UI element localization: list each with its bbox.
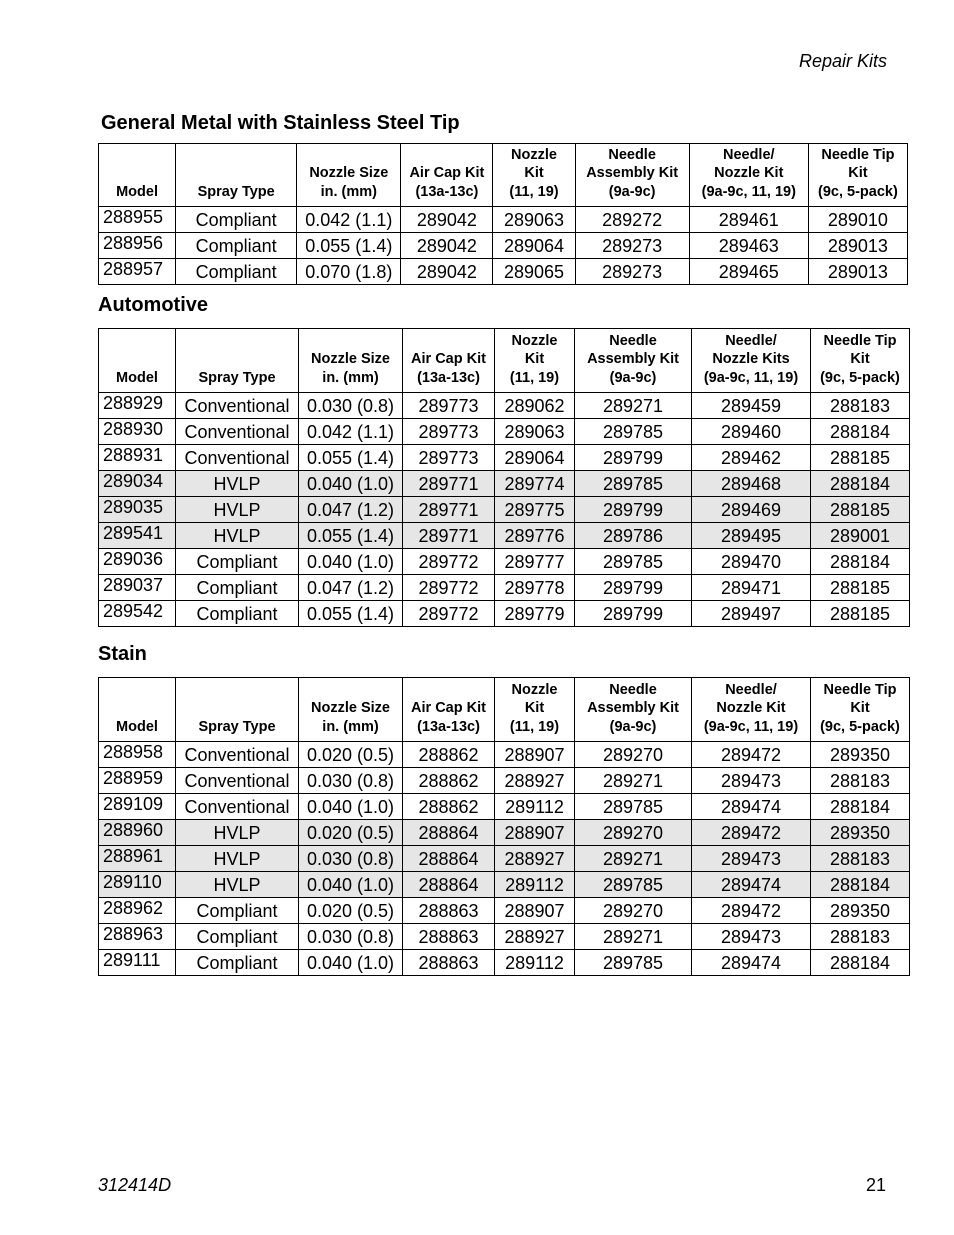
model-cell: 288930: [99, 419, 176, 445]
needle-assembly-kit-cell: 289270: [575, 742, 692, 768]
spray-type-cell: Compliant: [176, 924, 299, 950]
header-line: Needle Tip: [823, 332, 897, 349]
header-line: Spray Type: [198, 718, 276, 735]
spray-type-cell: Conventional: [176, 742, 299, 768]
header-line: Needle/: [722, 146, 775, 163]
header-line: (9c, 5-pack): [820, 718, 900, 735]
needle-tip-kit-cell: 289013: [808, 259, 907, 285]
table-row: [99, 575, 910, 601]
nozzle-size-cell: 0.042 (1.1): [297, 207, 401, 233]
air-cap-kit-cell: 288862: [403, 768, 495, 794]
spray-type-cell: HVLP: [176, 872, 299, 898]
spray-type-cell: Compliant: [176, 207, 297, 233]
air-cap-kit-cell: 288862: [403, 794, 495, 820]
air-cap-kit-cell: 289771: [403, 523, 495, 549]
air-cap-kit-cell: 288864: [403, 846, 495, 872]
needle-nozzle-kit-cell: 289474: [692, 950, 811, 976]
spray-type-cell: HVLP: [176, 523, 299, 549]
nozzle-size-cell: 0.020 (0.5): [299, 898, 403, 924]
nozzle-size-cell: 0.040 (1.0): [299, 950, 403, 976]
spray-type-cell: Compliant: [176, 950, 299, 976]
air-cap-kit-cell: 289772: [403, 575, 495, 601]
needle-tip-kit-cell: 288183: [811, 924, 910, 950]
nozzle-kit-cell: 289062: [495, 393, 575, 419]
table-row: [99, 471, 910, 497]
header-line: Kit: [848, 165, 868, 181]
needle-tip-kit-cell: 288185: [811, 445, 910, 471]
header-line: (9c, 5-pack): [818, 183, 898, 200]
header-line: (9a-9c): [608, 183, 656, 200]
needle-assembly-kit-header: [575, 678, 692, 742]
air-cap-kit-cell: 289771: [403, 471, 495, 497]
needle-tip-kit-cell: 288184: [811, 794, 910, 820]
table-row: [99, 445, 910, 471]
general-metal-table: [98, 143, 908, 285]
table-row: [99, 549, 910, 575]
spray-type-cell: Conventional: [176, 419, 299, 445]
section-title-automotive: Automotive: [98, 294, 208, 316]
model-cell: 288956: [99, 233, 176, 259]
spray-type-cell: Conventional: [176, 794, 299, 820]
air-cap-kit-cell: 288863: [403, 898, 495, 924]
header-line: Assembly Kit: [587, 700, 679, 716]
nozzle-kit-cell: 288907: [495, 898, 575, 924]
nozzle-kit-cell: 289112: [495, 872, 575, 898]
spray-type-cell: HVLP: [176, 471, 299, 497]
needle-tip-kit-cell: 288184: [811, 471, 910, 497]
spray-type-cell: Compliant: [176, 898, 299, 924]
header-line: Needle Tip: [821, 146, 895, 163]
nozzle-size-cell: 0.047 (1.2): [299, 575, 403, 601]
nozzle-size-cell: 0.030 (0.8): [299, 846, 403, 872]
nozzle-kit-cell: 288927: [495, 924, 575, 950]
needle-tip-kit-cell: 288185: [811, 601, 910, 627]
nozzle-kit-cell: 289775: [495, 497, 575, 523]
model-cell: 288960: [99, 820, 176, 846]
nozzle-kit-header: [495, 329, 575, 393]
table-row: [99, 820, 910, 846]
header-line: Nozzle Size: [309, 165, 389, 181]
nozzle-size-cell: 0.020 (0.5): [299, 742, 403, 768]
air-cap-kit-cell: 288863: [403, 924, 495, 950]
nozzle-size-cell: 0.030 (0.8): [299, 924, 403, 950]
needle-assembly-kit-cell: 289270: [575, 898, 692, 924]
air-cap-kit-cell: 288862: [403, 742, 495, 768]
air-cap-kit-header: [401, 144, 493, 207]
table-row: [99, 497, 910, 523]
header-line: (13a-13c): [417, 718, 480, 735]
air-cap-kit-cell: 289773: [403, 393, 495, 419]
needle-assembly-kit-cell: 289785: [575, 549, 692, 575]
air-cap-kit-header: [403, 329, 495, 393]
table-row: [99, 419, 910, 445]
needle-nozzle-kit-cell: 289473: [692, 924, 811, 950]
needle-nozzle-kit-cell: 289474: [692, 794, 811, 820]
needle-assembly-kit-cell: 289272: [575, 207, 689, 233]
table-row: [99, 950, 910, 976]
header-line: (11, 19): [509, 369, 560, 386]
needle-assembly-kit-cell: 289799: [575, 575, 692, 601]
nozzle-kit-cell: 289064: [493, 233, 575, 259]
needle-nozzle-kit-cell: 289462: [692, 445, 811, 471]
header-line: Model: [116, 718, 158, 735]
model-cell: 289110: [99, 872, 176, 898]
header-line: Needle Tip: [823, 681, 897, 698]
header-line: Model: [116, 369, 158, 386]
header-line: Nozzle: [511, 332, 558, 349]
needle-assembly-kit-cell: 289271: [575, 924, 692, 950]
header-line: Air Cap Kit: [411, 351, 486, 367]
needle-nozzle-kit-header: [689, 144, 808, 207]
nozzle-size-cell: 0.030 (0.8): [299, 393, 403, 419]
table-row: [99, 846, 910, 872]
model-cell: 288957: [99, 259, 176, 285]
needle-tip-kit-cell: 289010: [808, 207, 907, 233]
nozzle-size-cell: 0.040 (1.0): [299, 872, 403, 898]
spray-type-header: [176, 329, 299, 393]
needle-tip-kit-header: [808, 144, 907, 207]
needle-assembly-kit-cell: 289785: [575, 471, 692, 497]
air-cap-kit-cell: 289772: [403, 549, 495, 575]
nozzle-size-header: [297, 144, 401, 207]
needle-nozzle-kit-cell: 289465: [689, 259, 808, 285]
header-line: (13a-13c): [415, 183, 479, 200]
needle-nozzle-kit-cell: 289497: [692, 601, 811, 627]
section-title-stain: Stain: [98, 643, 147, 665]
spray-type-header: [176, 678, 299, 742]
needle-tip-kit-cell: 288183: [811, 768, 910, 794]
header-line: Air Cap Kit: [409, 165, 485, 181]
nozzle-kit-cell: 288907: [495, 820, 575, 846]
air-cap-kit-cell: 289042: [401, 259, 493, 285]
document-number: 312414D: [98, 1175, 172, 1195]
needle-tip-kit-cell: 288184: [811, 419, 910, 445]
needle-nozzle-kit-cell: 289474: [692, 872, 811, 898]
nozzle-kit-cell: 289778: [495, 575, 575, 601]
model-cell: 289541: [99, 523, 176, 549]
nozzle-kit-cell: 289112: [495, 950, 575, 976]
header-line: Spray Type: [198, 369, 276, 386]
model-cell: 288931: [99, 445, 176, 471]
model-cell: 288955: [99, 207, 176, 233]
header-row: [99, 144, 908, 207]
spray-type-cell: Compliant: [176, 259, 297, 285]
header-line: Assembly Kit: [586, 165, 679, 181]
header-line: (9a-9c, 11, 19): [703, 369, 799, 386]
model-cell: 289542: [99, 601, 176, 627]
spray-type-cell: Conventional: [176, 445, 299, 471]
nozzle-kit-cell: 289774: [495, 471, 575, 497]
header-line: Nozzle Size: [311, 351, 390, 367]
nozzle-kit-cell: 289065: [493, 259, 575, 285]
stain-table: [98, 677, 910, 976]
nozzle-size-cell: 0.040 (1.0): [299, 794, 403, 820]
spray-type-cell: Compliant: [176, 601, 299, 627]
header-line: (9a-9c): [609, 369, 657, 386]
needle-nozzle-kit-cell: 289472: [692, 820, 811, 846]
nozzle-kit-cell: 288907: [495, 742, 575, 768]
table-row: [99, 523, 910, 549]
header-line: (9a-9c, 11, 19): [703, 718, 799, 735]
header-line: Needle: [609, 332, 657, 349]
model-cell: 288961: [99, 846, 176, 872]
header-line: Assembly Kit: [587, 351, 679, 367]
nozzle-kit-cell: 289063: [495, 419, 575, 445]
needle-assembly-kit-cell: 289785: [575, 794, 692, 820]
needle-assembly-kit-cell: 289786: [575, 523, 692, 549]
spray-type-cell: Conventional: [176, 768, 299, 794]
needle-nozzle-kit-header: [692, 678, 811, 742]
needle-nozzle-kit-cell: 289472: [692, 742, 811, 768]
nozzle-size-cell: 0.047 (1.2): [299, 497, 403, 523]
header-line: Nozzle Size: [311, 700, 390, 716]
needle-tip-kit-cell: 288183: [811, 393, 910, 419]
model-cell: 289111: [99, 950, 176, 976]
needle-tip-kit-cell: 289013: [808, 233, 907, 259]
needle-assembly-kit-cell: 289799: [575, 497, 692, 523]
header-row: [99, 678, 910, 742]
header-line: Nozzle: [511, 681, 558, 698]
needle-assembly-kit-cell: 289271: [575, 768, 692, 794]
needle-nozzle-kit-cell: 289459: [692, 393, 811, 419]
header-line: Nozzle Kit: [716, 700, 786, 716]
needle-tip-kit-cell: 289350: [811, 820, 910, 846]
needle-nozzle-kit-cell: 289461: [689, 207, 808, 233]
header-line: in. (mm): [320, 183, 377, 200]
needle-nozzle-kit-cell: 289470: [692, 549, 811, 575]
header-line: Kit: [524, 165, 544, 181]
needle-nozzle-kit-cell: 289473: [692, 768, 811, 794]
model-cell: 288958: [99, 742, 176, 768]
nozzle-size-cell: 0.055 (1.4): [297, 233, 401, 259]
model-cell: 289037: [99, 575, 176, 601]
header-line: (11, 19): [509, 183, 559, 200]
needle-tip-kit-cell: 289350: [811, 898, 910, 924]
nozzle-size-cell: 0.055 (1.4): [299, 445, 403, 471]
spray-type-header: [176, 144, 297, 207]
needle-tip-kit-cell: 288185: [811, 575, 910, 601]
needle-tip-kit-cell: 289001: [811, 523, 910, 549]
needle-nozzle-kit-cell: 289473: [692, 846, 811, 872]
header-line: (9a-9c, 11, 19): [701, 183, 796, 200]
spray-type-cell: Conventional: [176, 393, 299, 419]
needle-tip-kit-header: [811, 678, 910, 742]
header-line: in. (mm): [322, 718, 379, 735]
air-cap-kit-cell: 289773: [403, 419, 495, 445]
nozzle-size-cell: 0.070 (1.8): [297, 259, 401, 285]
nozzle-kit-header: [495, 678, 575, 742]
air-cap-kit-cell: 288864: [403, 872, 495, 898]
needle-assembly-kit-cell: 289273: [575, 259, 689, 285]
header-line: Model: [116, 183, 158, 200]
running-head: Repair Kits: [798, 51, 887, 71]
needle-nozzle-kit-cell: 289471: [692, 575, 811, 601]
nozzle-size-cell: 0.040 (1.0): [299, 549, 403, 575]
spray-type-cell: Compliant: [176, 233, 297, 259]
table-row: [99, 393, 910, 419]
header-line: Nozzle Kit: [714, 165, 784, 181]
header-line: Needle: [608, 146, 656, 163]
needle-tip-kit-cell: 288184: [811, 549, 910, 575]
page-number: 21: [865, 1175, 886, 1195]
nozzle-kit-cell: 289063: [493, 207, 575, 233]
nozzle-size-cell: 0.020 (0.5): [299, 820, 403, 846]
model-header: [99, 678, 176, 742]
header-line: Needle/: [725, 681, 777, 698]
header-line: Kit: [850, 700, 870, 716]
air-cap-kit-cell: 289042: [401, 207, 493, 233]
model-header: [99, 329, 176, 393]
header-row: [99, 329, 910, 393]
model-cell: 288929: [99, 393, 176, 419]
header-line: Needle/: [725, 332, 777, 349]
model-cell: 288963: [99, 924, 176, 950]
nozzle-size-header: [299, 678, 403, 742]
table-row: [99, 872, 910, 898]
needle-assembly-kit-cell: 289799: [575, 601, 692, 627]
needle-assembly-kit-cell: 289271: [575, 393, 692, 419]
header-line: Spray Type: [197, 183, 275, 200]
table-row: [99, 924, 910, 950]
needle-assembly-kit-header: [575, 329, 692, 393]
air-cap-kit-cell: 288864: [403, 820, 495, 846]
needle-tip-kit-header: [811, 329, 910, 393]
air-cap-kit-cell: 289772: [403, 601, 495, 627]
needle-tip-kit-cell: 288184: [811, 872, 910, 898]
spray-type-cell: HVLP: [176, 497, 299, 523]
needle-assembly-kit-cell: 289785: [575, 950, 692, 976]
table-row: [99, 742, 910, 768]
nozzle-kit-cell: 289064: [495, 445, 575, 471]
needle-assembly-kit-cell: 289271: [575, 846, 692, 872]
model-cell: 288959: [99, 768, 176, 794]
nozzle-kit-cell: 288927: [495, 846, 575, 872]
needle-tip-kit-cell: 289350: [811, 742, 910, 768]
needle-tip-kit-cell: 288185: [811, 497, 910, 523]
header-line: Nozzle Kits: [712, 351, 790, 367]
needle-nozzle-kit-cell: 289472: [692, 898, 811, 924]
model-cell: 289036: [99, 549, 176, 575]
needle-nozzle-kit-cell: 289468: [692, 471, 811, 497]
needle-nozzle-kit-cell: 289463: [689, 233, 808, 259]
air-cap-kit-cell: 289771: [403, 497, 495, 523]
spray-type-cell: Compliant: [176, 575, 299, 601]
header-line: Needle: [609, 681, 657, 698]
air-cap-kit-cell: 288863: [403, 950, 495, 976]
needle-assembly-kit-cell: 289799: [575, 445, 692, 471]
air-cap-kit-header: [403, 678, 495, 742]
table-row: [99, 898, 910, 924]
model-cell: 289034: [99, 471, 176, 497]
section-title-general: General Metal with Stainless Steel Tip: [101, 112, 460, 134]
nozzle-size-cell: 0.040 (1.0): [299, 471, 403, 497]
header-line: (9a-9c): [609, 718, 657, 735]
spray-type-cell: HVLP: [176, 820, 299, 846]
nozzle-size-header: [299, 329, 403, 393]
nozzle-size-cell: 0.030 (0.8): [299, 768, 403, 794]
automotive-table: [98, 328, 910, 627]
needle-nozzle-kit-cell: 289460: [692, 419, 811, 445]
table-row: [99, 768, 910, 794]
model-cell: 289109: [99, 794, 176, 820]
nozzle-size-cell: 0.055 (1.4): [299, 601, 403, 627]
header-line: (13a-13c): [417, 369, 480, 386]
air-cap-kit-cell: 289042: [401, 233, 493, 259]
needle-nozzle-kit-header: [692, 329, 811, 393]
header-line: Air Cap Kit: [411, 700, 486, 716]
needle-assembly-kit-cell: 289785: [575, 872, 692, 898]
needle-assembly-kit-cell: 289273: [575, 233, 689, 259]
nozzle-size-cell: 0.042 (1.1): [299, 419, 403, 445]
header-line: (9c, 5-pack): [820, 369, 900, 386]
nozzle-size-cell: 0.055 (1.4): [299, 523, 403, 549]
needle-tip-kit-cell: 288184: [811, 950, 910, 976]
air-cap-kit-cell: 289773: [403, 445, 495, 471]
header-line: Kit: [524, 700, 545, 716]
needle-tip-kit-cell: 288183: [811, 846, 910, 872]
needle-assembly-kit-header: [575, 144, 689, 207]
table-row: [99, 259, 908, 285]
header-line: Kit: [850, 351, 870, 367]
needle-assembly-kit-cell: 289785: [575, 419, 692, 445]
model-header: [99, 144, 176, 207]
nozzle-kit-cell: 289776: [495, 523, 575, 549]
model-cell: 288962: [99, 898, 176, 924]
needle-nozzle-kit-cell: 289469: [692, 497, 811, 523]
nozzle-kit-header: [493, 144, 575, 207]
model-cell: 289035: [99, 497, 176, 523]
nozzle-kit-cell: 289112: [495, 794, 575, 820]
table-row: [99, 601, 910, 627]
nozzle-kit-cell: 288927: [495, 768, 575, 794]
table-row: [99, 794, 910, 820]
table-row: [99, 233, 908, 259]
nozzle-kit-cell: 289779: [495, 601, 575, 627]
needle-assembly-kit-cell: 289270: [575, 820, 692, 846]
header-line: Kit: [524, 351, 545, 367]
nozzle-kit-cell: 289777: [495, 549, 575, 575]
header-line: Nozzle: [511, 146, 557, 163]
spray-type-cell: Compliant: [176, 549, 299, 575]
spray-type-cell: HVLP: [176, 846, 299, 872]
needle-nozzle-kit-cell: 289495: [692, 523, 811, 549]
header-line: (11, 19): [509, 718, 560, 735]
header-line: in. (mm): [322, 369, 379, 386]
table-row: [99, 207, 908, 233]
